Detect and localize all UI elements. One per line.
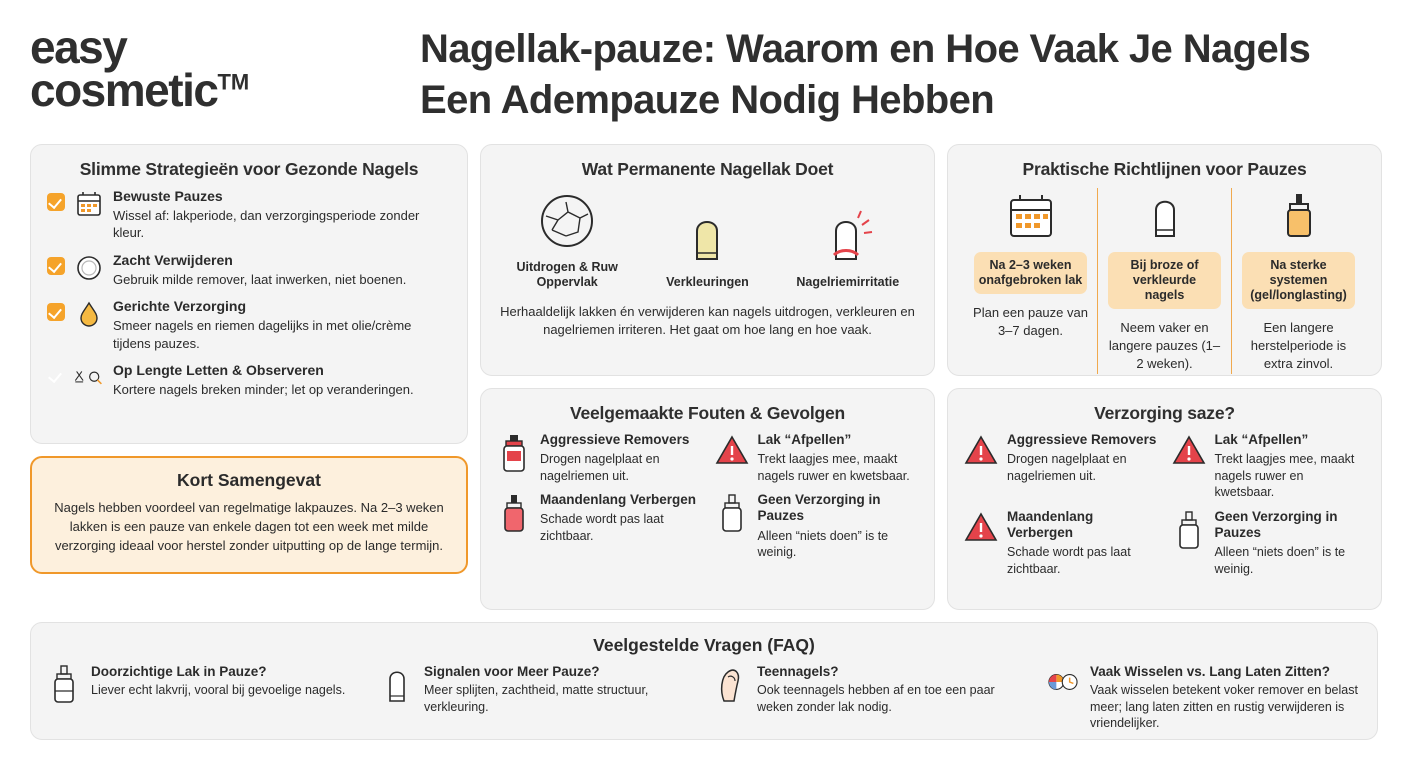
mistake-title: Aggressieve Removers — [1007, 432, 1157, 447]
mistake-title: Lak “Afpellen” — [757, 432, 852, 447]
list-item — [47, 298, 451, 352]
card-effects-body: Herhaaldelijk lakken én verwijderen kan nagels uitdrogen, verkleuren en nagelriemen irriteren. Het gaat om hoe lang en hoe vaak. — [500, 303, 915, 338]
guideline-text: Een langere herstelperiode is extra zinvol. — [1250, 320, 1347, 372]
mistake-title: Geen Verzorging in Pauzes — [1214, 508, 1338, 540]
checkbox-checked[interactable] — [47, 257, 65, 275]
mistake-desc: Alleen “niets doen” is te weinig. — [757, 528, 889, 560]
strategy-desc: Smeer nagels en riemen dagelijks in met olie/crème tijdens pauzes. — [113, 318, 412, 351]
content-grid — [30, 144, 1378, 610]
right-column — [30, 144, 468, 610]
trademark-symbol: TM — [217, 69, 250, 95]
mistake-desc: Schade wordt pas laat zichtbaar. — [540, 512, 664, 543]
effect-item — [502, 190, 632, 291]
mistake-title: Maandenlang Verbergen — [540, 492, 697, 508]
clipper-magnifier-icon — [74, 362, 104, 392]
palette-clock-icon — [1046, 664, 1080, 732]
strategies-list — [47, 188, 451, 398]
guideline-text: Neem vaker en langere pauzes (1–2 weken). — [1108, 320, 1221, 372]
effect-caption: Uitdrogen & Ruw Oppervlak — [516, 260, 618, 290]
card-effects-heading: Wat Permanente Nagellak Doet — [581, 159, 834, 179]
mistake-title: Aggressieve Removers — [540, 432, 690, 447]
list-item — [47, 362, 451, 398]
checkbox-unchecked[interactable] — [47, 367, 65, 385]
empty-bottle-icon — [715, 492, 749, 560]
list-item — [1172, 432, 1366, 501]
effect-caption: Verkleuringen — [666, 275, 749, 290]
guideline-pill: Na 2–3 weken onafgebroken lak — [974, 252, 1087, 294]
checkbox-checked[interactable] — [47, 193, 65, 211]
strategy-title: Bewuste Pauzes — [113, 188, 223, 204]
list-item — [47, 252, 451, 288]
faq-title: Doorzichtige Lak in Pauze? — [91, 664, 267, 679]
checkbox-checked[interactable] — [47, 303, 65, 321]
faq-title: Vaak Wisselen vs. Lang Laten Zitten? — [1090, 664, 1330, 679]
card-guidelines — [947, 144, 1382, 376]
irritated-cuticle-icon — [783, 205, 913, 267]
warning-triangle-icon — [964, 509, 998, 577]
faq-desc: Ook teennagels hebben af en toe een paar weken zonder lak nodig. — [757, 683, 995, 714]
mistakes-left-grid — [497, 432, 918, 561]
brand-line-1: easy — [30, 21, 127, 73]
list-item — [47, 188, 451, 242]
effects-icon-row — [497, 190, 918, 291]
mistake-desc: Trekt laagjes mee, maakt nagels ruwer en kwetsbaar. — [1214, 452, 1355, 500]
strategy-desc: Kortere nagels breken minder; let op veranderingen. — [113, 381, 414, 397]
effect-caption: Nagelriemirritatie — [796, 275, 900, 290]
card-summary-body: Nagels hebben voordeel van regelmatige lakpauzes. Na 2–3 weken lakken is een pauze van enkele dagen tot een week met milde verzorging ideaal voor herstel zonder uitputting op de lange termijn. — [54, 500, 444, 553]
card-strategies-heading: Slimme Strategieën voor Gezonde Nagels — [79, 159, 419, 179]
card-mistakes-left-heading: Veelgemaakte Fouten & Gevolgen — [569, 403, 846, 423]
list-item — [715, 492, 919, 560]
nail-icon — [1106, 188, 1223, 246]
strategy-title: Zacht Verwijderen — [113, 251, 233, 268]
nail-icon — [380, 664, 414, 732]
mistake-desc: Alleen “niets doen” is te weinig. — [1214, 545, 1346, 576]
effect-item — [642, 205, 772, 290]
faq-desc: Meer splijten, zachtheid, matte structuur, verkleuring. — [424, 683, 649, 714]
warning-triangle-icon — [715, 432, 749, 484]
card-effects — [480, 144, 935, 376]
polish-bottle-icon — [47, 664, 81, 732]
card-mistakes-right — [947, 388, 1382, 610]
list-item — [497, 492, 701, 560]
empty-bottle-icon — [1172, 509, 1206, 577]
warning-triangle-icon — [1172, 432, 1206, 501]
list-item — [1172, 509, 1366, 577]
faq-desc: Vaak wisselen betekent voker remover en belast meer; lang laten zitten en rustig verwijderen is vriendelijker. — [1090, 683, 1358, 731]
guideline-pill: Bij broze of verkleurde nagels — [1108, 252, 1221, 309]
mistake-title: Lak “Afpellen” — [1214, 432, 1309, 447]
card-guidelines-heading: Praktische Richtlijnen voor Pauzes — [1022, 159, 1307, 179]
brand-logo — [30, 18, 420, 117]
calendar-icon — [972, 188, 1089, 246]
calendar-icon — [74, 188, 104, 218]
card-faq-heading: Veelgestelde Vragen (FAQ) — [593, 635, 815, 655]
mistake-title: Geen Verzorging in Pauzes — [757, 492, 881, 524]
mistake-title: Maandenlang Verbergen — [1007, 508, 1094, 540]
guidelines-columns — [964, 188, 1365, 374]
card-mistakes-right-heading: Verzorging saze? — [1094, 403, 1235, 423]
page-title: Nagellak-pauze: Waarom en Hoe Vaak Je Nagels Een Adempauze Nodig Hebben — [420, 27, 1311, 123]
warning-triangle-icon — [964, 432, 998, 501]
list-item — [47, 664, 362, 732]
card-strategies — [30, 144, 468, 444]
faq-desc: Liever echt lakvrij, vooral bij gevoelige nagels. — [91, 683, 346, 698]
card-faq — [30, 622, 1378, 740]
guideline-text: Plan een pauze van 3–7 dagen. — [973, 305, 1088, 339]
list-item — [713, 664, 1028, 732]
strategy-title: Op Lengte Letten & Observeren — [113, 362, 324, 379]
faq-title: Signalen voor Meer Pauze? — [424, 664, 600, 679]
list-item — [497, 432, 701, 484]
guideline-column — [1231, 188, 1365, 374]
header — [30, 18, 1378, 138]
list-item — [380, 664, 695, 732]
mistake-desc: Schade wordt pas laat zichtbaar. — [1007, 545, 1131, 576]
card-summary-heading: Kort Samengevat — [177, 470, 321, 490]
list-item — [715, 432, 919, 484]
polish-bottle-red-icon — [497, 492, 531, 560]
cracked-circle-icon — [502, 190, 632, 252]
remover-bottle-icon — [497, 432, 531, 484]
guideline-pill: Na sterke systemen (gel/longlasting) — [1242, 252, 1355, 309]
oil-drop-icon — [74, 298, 104, 328]
toe-icon — [713, 664, 747, 732]
list-item — [964, 432, 1158, 501]
list-item — [1046, 664, 1361, 732]
effect-item — [783, 205, 913, 290]
strategy-desc: Gebruik milde remover, laat inwerken, niet boenen. — [113, 271, 407, 287]
list-item — [964, 509, 1158, 577]
card-summary — [30, 456, 468, 574]
mistakes-right-grid — [964, 432, 1365, 577]
cotton-pad-icon — [74, 252, 104, 282]
guideline-column — [1097, 188, 1231, 374]
yellow-nail-icon — [642, 205, 772, 267]
mistake-desc: Drogen nagelplaat en nagelriemen uit. — [1007, 452, 1127, 483]
card-mistakes-left — [480, 388, 935, 610]
strategy-desc: Wissel af: lakperiode, dan verzorgingsperiode zonder kleur. — [113, 207, 420, 241]
faq-title: Teennagels? — [757, 664, 839, 679]
polish-bottle-icon — [1240, 188, 1357, 246]
mistake-desc: Drogen nagelplaat en nagelriemen uit. — [540, 452, 660, 483]
brand-line-2: cosmetic™ — [30, 64, 250, 117]
guideline-column — [964, 188, 1097, 374]
strategy-title: Gerichte Verzorging — [113, 298, 247, 315]
mistake-desc: Trekt laagjes mee, maakt nagels ruwer en kwetsbaar. — [757, 452, 910, 483]
faq-grid — [47, 664, 1361, 732]
